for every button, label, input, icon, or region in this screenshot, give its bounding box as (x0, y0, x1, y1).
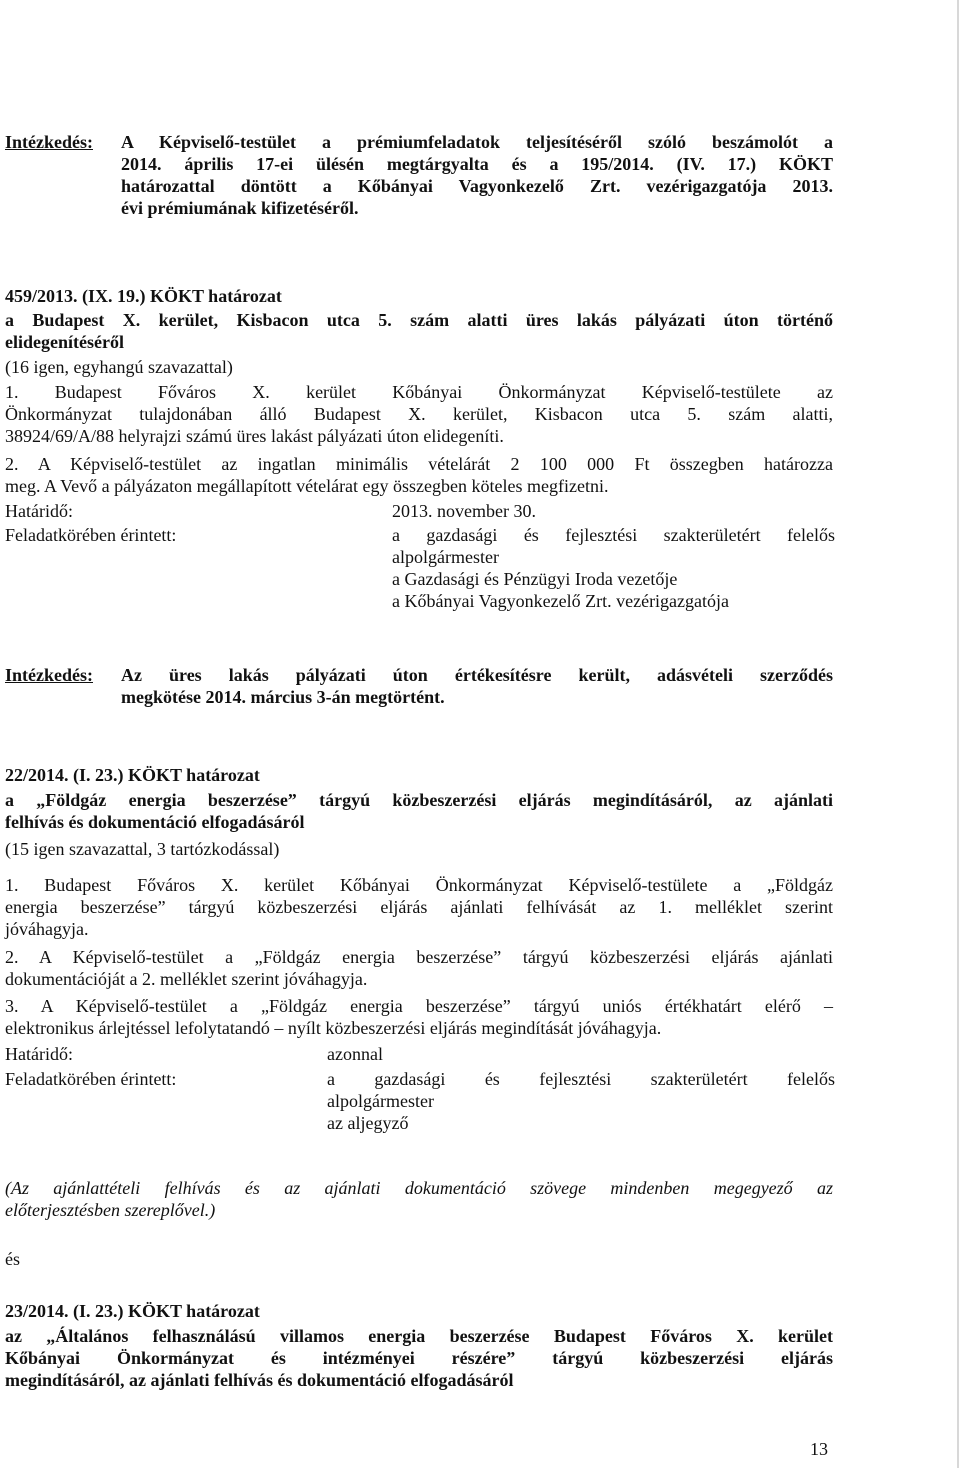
text-line: 2. A Képviselő-testület az ingatlan minimális vételárát 2 100 000 Ft összegben határozza (5, 454, 833, 474)
page-number: 13 (810, 1439, 828, 1459)
text-line: Az üres lakás pályázati úton értékesítésre került, adásvételi szerződés (121, 665, 833, 685)
text-line: energia beszerzése” tárgyú közbeszerzési eljárás ajánlati felhívását az 1. melléklet szerint (5, 897, 833, 917)
responsible-item: a Gazdasági és Pénzügyi Iroda vezetője (392, 569, 678, 589)
text-line: (Az ajánlattételi felhívás és az ajánlati dokumentáció szövege mindenben megegyező az (5, 1178, 833, 1198)
text-line: 38924/69/A/88 helyrajzi számú üres lakást pályázati úton elidegeníti. (5, 426, 504, 446)
responsible-label: Feladatkörében érintett: (5, 1069, 177, 1089)
text-line: megkötése 2014. március 3-án megtörtént. (121, 687, 445, 707)
page-edge-line (957, 0, 959, 1468)
vote-result: (15 igen szavazattal, 3 tartózkodással) (5, 839, 280, 859)
text-line: 3. A Képviselő-testület a „Földgáz energia beszerzése” tárgyú uniós értékhatárt elérő – (5, 996, 833, 1016)
responsible-item: a Kőbányai Vagyonkezelő Zrt. vezérigazgatója (392, 591, 730, 611)
resolution-title: 22/2014. (I. 23.) KÖKT határozat (5, 765, 260, 785)
text-line: dokumentációját a 2. melléklet szerint jóváhagyja. (5, 969, 368, 989)
responsible-item: alpolgármester (392, 547, 499, 567)
resolution-point-3 (5, 995, 833, 1039)
responsible-item: az aljegyző (327, 1113, 409, 1133)
text-line: határozattal döntött a Kőbányai Vagyonkezelő Zrt. vezérigazgatója 2013. (121, 176, 833, 196)
text-line: 1. Budapest Főváros X. kerület Kőbányai Önkormányzat Képviselő-testülete a „Földgáz (5, 875, 833, 895)
measure-label: Intézkedés: (5, 132, 93, 152)
measure-label: Intézkedés: (5, 665, 93, 685)
text-line: jóváhagyja. (5, 919, 89, 939)
text-line: a Budapest X. kerület, Kisbacon utca 5. szám alatti üres lakás pályázati úton történő (5, 310, 833, 330)
resolution-point-2 (5, 453, 833, 497)
deadline-value: 2013. november 30. (392, 501, 536, 521)
text-line: a „Földgáz energia beszerzése” tárgyú közbeszerzési eljárás megindításáról, az ajánlati (5, 790, 833, 810)
deadline-label: Határidő: (5, 1044, 73, 1064)
text-line: elidegenítéséről (5, 332, 124, 352)
deadline-label: Határidő: (5, 501, 73, 521)
measure-text (121, 131, 833, 219)
responsible-list (392, 524, 835, 612)
resolution-point-1 (5, 874, 833, 940)
text-line: Önkormányzat tulajdonában álló Budapest X. kerület, Kisbacon utca 5. szám alatti, (5, 404, 833, 424)
measure-text (121, 664, 833, 708)
resolution-point-1 (5, 381, 833, 447)
deadline-value: azonnal (327, 1044, 383, 1064)
text-line: az „Általános felhasználású villamos energia beszerzése Budapest Főváros X. kerület (5, 1326, 833, 1346)
responsible-item: a gazdasági és fejlesztési szakterületért felelős (327, 1069, 835, 1089)
responsible-list (327, 1068, 835, 1134)
text-line: meg. A Vevő a pályázaton megállapított vételárat egy összegben köteles megfizetni. (5, 476, 609, 496)
text-line: A Képviselő-testület a prémiumfeladatok teljesítéséről szóló beszámolót a (121, 132, 833, 152)
text-line: felhívás és dokumentáció elfogadásáról (5, 812, 305, 832)
text-line: 2014. április 17-ei ülésén megtárgyalta és a 195/2014. (IV. 17.) KÖKT (121, 154, 833, 174)
text-line: előterjesztésben szereplővel.) (5, 1200, 216, 1220)
conjunction: és (5, 1249, 20, 1269)
text-line: 2. A Képviselő-testület a „Földgáz energia beszerzése” tárgyú közbeszerzési eljárás ajánlati (5, 947, 833, 967)
resolution-subject (5, 309, 833, 353)
text-line: Kőbányai Önkormányzat és intézményei részére” tárgyú közbeszerzési eljárás (5, 1348, 833, 1368)
resolution-title: 459/2013. (IX. 19.) KÖKT határozat (5, 286, 282, 306)
text-line: évi prémiumának kifizetéséről. (121, 198, 359, 218)
resolution-subject (5, 789, 833, 833)
text-line: megindításáról, az ajánlati felhívás és dokumentáció elfogadásáról (5, 1370, 514, 1390)
responsible-item: a gazdasági és fejlesztési szakterületért felelős (392, 525, 835, 545)
responsible-item: alpolgármester (327, 1091, 434, 1111)
text-line: elektronikus árlejtéssel lefolytatandó – nyílt közbeszerzési eljárás megindítását jóváhagyja. (5, 1018, 662, 1038)
resolution-title: 23/2014. (I. 23.) KÖKT határozat (5, 1301, 260, 1321)
vote-result: (16 igen, egyhangú szavazattal) (5, 357, 233, 377)
responsible-label: Feladatkörében érintett: (5, 525, 177, 545)
resolution-point-2 (5, 946, 833, 990)
resolution-subject (5, 1325, 833, 1391)
text-line: 1. Budapest Főváros X. kerület Kőbányai Önkormányzat Képviselő-testülete az (5, 382, 833, 402)
note (5, 1177, 833, 1221)
